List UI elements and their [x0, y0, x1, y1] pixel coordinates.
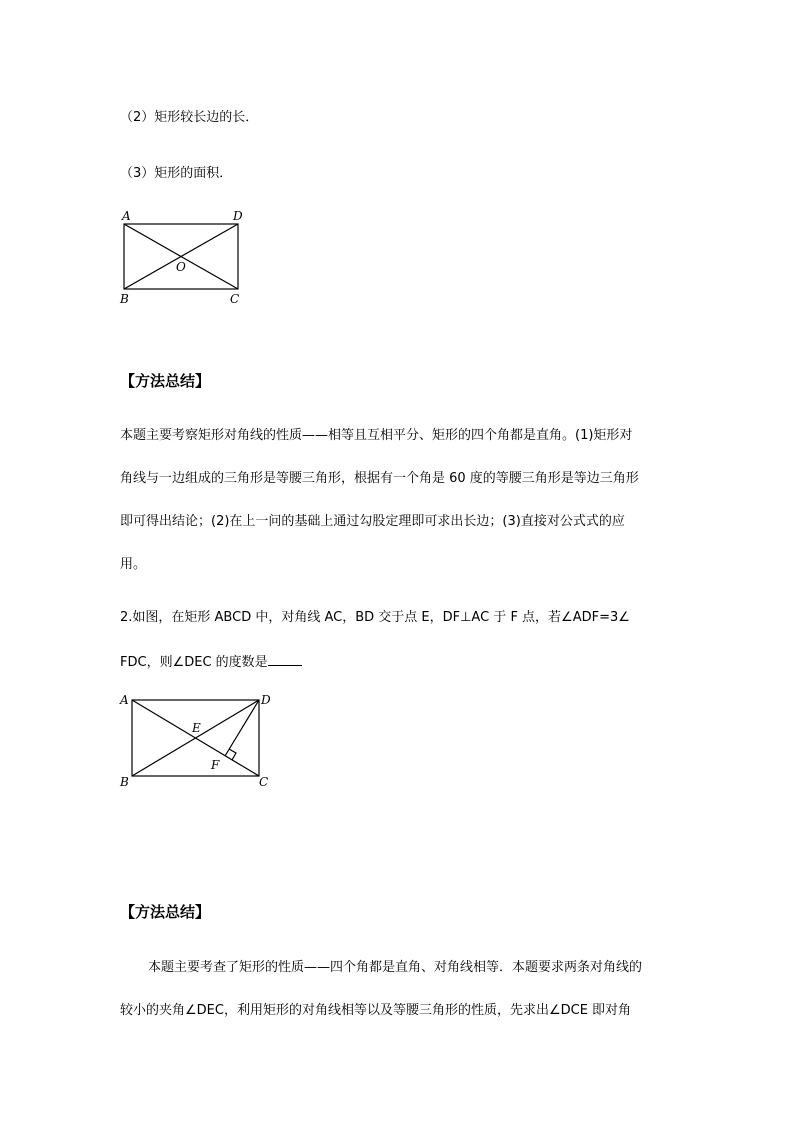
method-summary-heading-2: 【方法总结】	[120, 903, 211, 921]
label-e: E	[192, 721, 201, 735]
question-3-text: （3）矩形的面积．	[120, 166, 233, 181]
perpendicular-df	[225, 700, 259, 756]
summary-2-line-1: 本题主要考查了矩形的性质——四个角都是直角、对角线相等．本题要求两条对角线的	[148, 960, 643, 975]
problem-2-line-2-text: FDC，则∠DEC 的度数是	[120, 655, 268, 670]
summary-1-line-3: 即可得出结论；(2)在上一问的基础上通过勾股定理即可求出长边；(3)直接对公式式的应	[120, 514, 625, 529]
question-2-text: （2）矩形较长边的长．	[120, 110, 259, 125]
problem-2-line-2	[120, 653, 302, 671]
label-a: A	[122, 209, 131, 223]
label-b-2: B	[120, 775, 129, 789]
summary-2-line-2: 较小的夹角∠DEC，利用矩形的对角线相等以及等腰三角形的性质，先求出∠DCE 即对角	[120, 1003, 632, 1018]
rectangle-figure-1	[115, 208, 255, 308]
rectangle-figure-2	[118, 690, 278, 790]
label-d: D	[233, 209, 243, 223]
answer-blank[interactable]	[268, 653, 302, 666]
label-d-2: D	[261, 693, 271, 707]
label-c-2: C	[259, 775, 269, 789]
method-summary-heading-1: 【方法总结】	[120, 372, 211, 390]
summary-1-line-2: 角线与一边组成的三角形是等腰三角形，根据有一个角是 60 度的等腰三角形是等边三角形	[120, 471, 639, 486]
summary-1-line-1: 本题主要考察矩形对角线的性质——相等且互相平分、矩形的四个角都是直角。(1)矩形对	[120, 428, 633, 443]
summary-1-line-4: 用。	[120, 557, 147, 572]
label-a-2: A	[120, 693, 129, 707]
problem-2-line-1: 2.如图，在矩形 ABCD 中，对角线 AC，BD 交于点 E，DF⊥AC 于 F 点，若∠ADF=3∠	[120, 610, 630, 625]
label-b: B	[120, 292, 129, 306]
label-o: O	[176, 260, 186, 274]
label-c: C	[230, 292, 240, 306]
label-f: F	[211, 758, 220, 772]
